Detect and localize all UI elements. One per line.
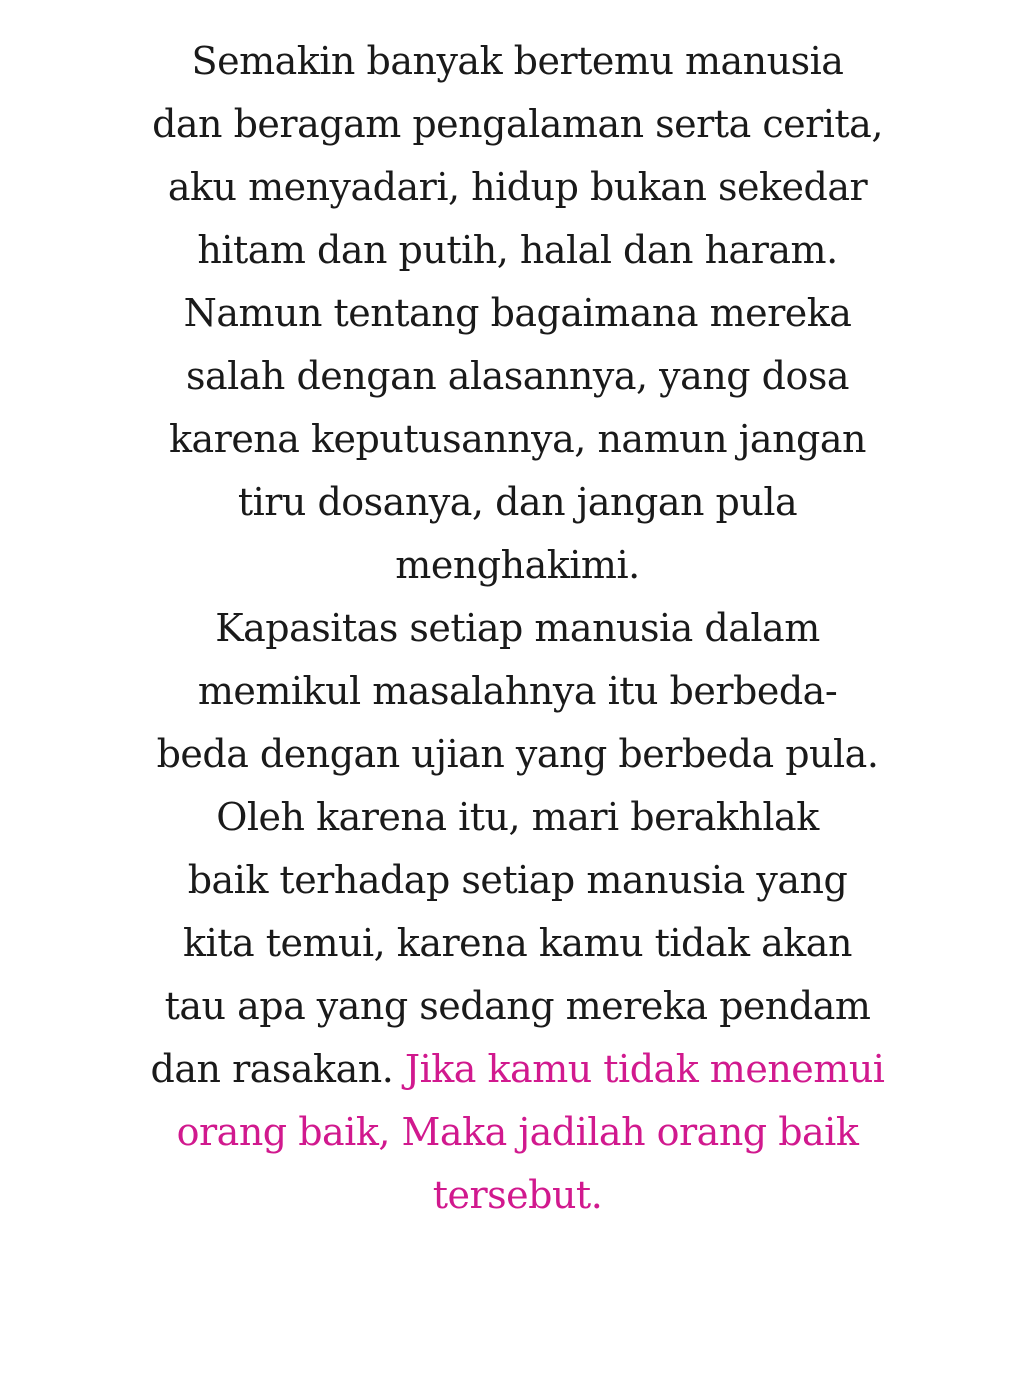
text-line-8: tiru dosanya, dan jangan pula (237, 480, 798, 524)
text-line-5: Namun tentang bagaimana mereka (183, 291, 852, 335)
text-line-15: kita temui, karena kamu tidak akan (183, 921, 852, 965)
text-line-17 (0, 1038, 1035, 1101)
highlighted-line-1: orang baik, Maka jadilah orang baik (176, 1110, 859, 1154)
quote-text-block (0, 30, 1035, 1227)
text-line-16: tau apa yang sedang mereka pendam (164, 984, 871, 1028)
text-line-14: baik terhadap setiap manusia yang (187, 858, 848, 902)
text-line-4: hitam dan putih, halal dan haram. (197, 228, 838, 272)
text-line-1: Semakin banyak bertemu manusia (191, 39, 844, 83)
text-line-12: beda dengan ujian yang berbeda pula. (156, 732, 879, 776)
text-line-10: Kapasitas setiap manusia dalam (215, 606, 820, 650)
text-line-3: aku menyadari, hidup bukan sekedar (167, 165, 868, 209)
text-line-2: dan beragam pengalaman serta cerita, (152, 102, 883, 146)
plain-text: dan rasakan. (150, 1047, 405, 1091)
text-line-6: salah dengan alasannya, yang dosa (185, 354, 850, 398)
text-line-13: Oleh karena itu, mari berakhlak (216, 795, 819, 839)
text-line-7: karena keputusannya, namun jangan (168, 417, 867, 461)
text-line-11: memikul masalahnya itu berbeda- (197, 669, 838, 713)
text-line-9: menghakimi. (395, 543, 640, 587)
highlighted-text: Jika kamu tidak menemui (404, 1047, 885, 1091)
highlighted-line-2: tersebut. (432, 1173, 603, 1217)
